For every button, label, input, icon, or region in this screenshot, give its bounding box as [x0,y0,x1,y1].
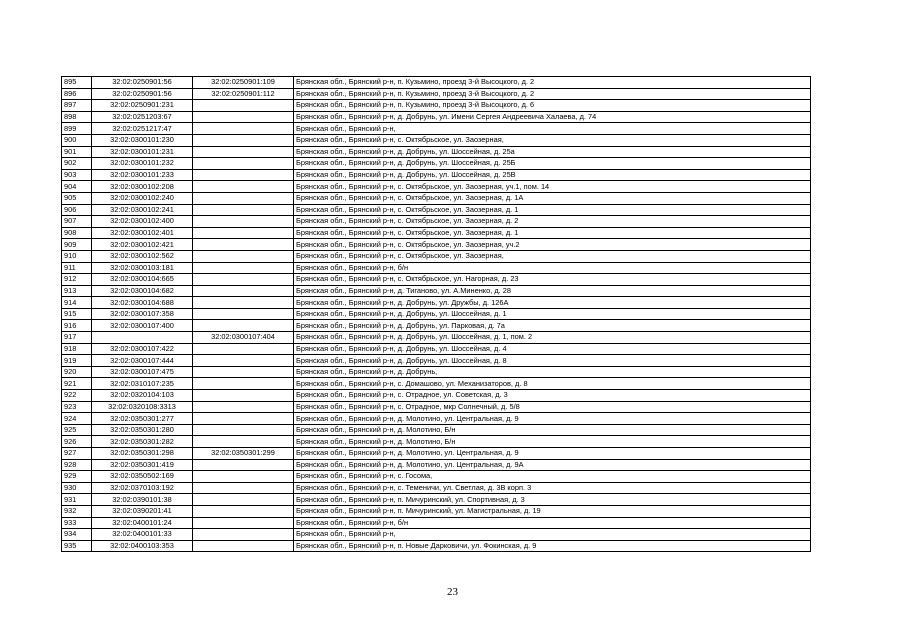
address-cell: Брянская обл., Брянский р-н, с. Октябрьское, ул. Заозерная, уч.2 [294,239,811,251]
cadastral-number-cell: 32:02:0350301:282 [92,436,193,448]
address-cell: Брянская обл., Брянский р-н, с. Октябрьское, ул. Нагорная, д. 23 [294,274,811,286]
row-number-cell: 895 [62,77,92,89]
row-number-cell: 931 [62,494,92,506]
row-number-cell: 929 [62,471,92,483]
row-number-cell: 922 [62,390,92,402]
row-number-cell: 900 [62,134,92,146]
cadastral-number-cell: 32:02:0390101:38 [92,494,193,506]
table-row [62,262,811,274]
cadastral-number-cell [92,332,193,344]
registry-table-body [62,77,811,552]
row-number-cell: 928 [62,459,92,471]
address-cell: Брянская обл., Брянский р-н, с. Октябрьское, ул. Заозерная, д. 2 [294,216,811,228]
cadastral-number-cell: 32:02:0350301:419 [92,459,193,471]
table-row [62,181,811,193]
table-row [62,517,811,529]
row-number-cell: 919 [62,355,92,367]
row-number-cell: 898 [62,111,92,123]
address-cell: Брянская обл., Брянский р-н, с. Домашово, ул. Механизаторов, д. 8 [294,378,811,390]
row-number-cell: 915 [62,308,92,320]
cadastral-number-cell: 32:02:0300107:422 [92,343,193,355]
table-row [62,274,811,286]
table-row [62,390,811,402]
cadastral-number-cell: 32:02:0300102:240 [92,192,193,204]
related-cadastral-number-cell [193,250,294,262]
address-cell: Брянская обл., Брянский р-н, д. Молотино, ул. Центральная, д. 9 [294,413,811,425]
cadastral-number-cell: 32:02:0250901:56 [92,88,193,100]
table-row [62,77,811,89]
table-row [62,88,811,100]
address-cell: Брянская обл., Брянский р-н, д. Молотино, ул. Центральная, д. 9 [294,448,811,460]
table-row [62,448,811,460]
cadastral-number-cell: 32:02:0300101:231 [92,146,193,158]
table-row [62,308,811,320]
page-number: 23 [447,586,458,598]
table-row [62,436,811,448]
row-number-cell: 901 [62,146,92,158]
related-cadastral-number-cell [193,262,294,274]
related-cadastral-number-cell [193,227,294,239]
row-number-cell: 935 [62,540,92,552]
related-cadastral-number-cell: 32:02:0350301:299 [193,448,294,460]
cadastral-number-cell: 32:02:0300101:233 [92,169,193,181]
related-cadastral-number-cell [193,123,294,135]
related-cadastral-number-cell [193,482,294,494]
table-row [62,285,811,297]
table-row [62,505,811,517]
related-cadastral-number-cell [193,285,294,297]
row-number-cell: 904 [62,181,92,193]
row-number-cell: 930 [62,482,92,494]
row-number-cell: 924 [62,413,92,425]
address-cell: Брянская обл., Брянский р-н, с. Октябрьское, ул. Заозерная, [294,250,811,262]
cadastral-number-cell: 32:02:0300103:181 [92,262,193,274]
related-cadastral-number-cell [193,401,294,413]
address-cell: Брянская обл., Брянский р-н, п. Кузьмино, проезд 3-й Высоцкого, д. 6 [294,100,811,112]
address-cell: Брянская обл., Брянский р-н, [294,123,811,135]
table-row [62,494,811,506]
cadastral-number-cell: 32:02:0350301:277 [92,413,193,425]
related-cadastral-number-cell [193,424,294,436]
address-cell: Брянская обл., Брянский р-н, д. Добрунь, ул. Шоссейная, д. 25В [294,169,811,181]
related-cadastral-number-cell [193,181,294,193]
cadastral-number-cell: 32:02:0300102:562 [92,250,193,262]
row-number-cell: 912 [62,274,92,286]
row-number-cell: 918 [62,343,92,355]
row-number-cell: 917 [62,332,92,344]
cadastral-number-cell: 32:02:0251217:47 [92,123,193,135]
address-cell: Брянская обл., Брянский р-н, д. Молотино, Б/н [294,424,811,436]
row-number-cell: 923 [62,401,92,413]
cadastral-number-cell: 32:02:0370103:192 [92,482,193,494]
row-number-cell: 906 [62,204,92,216]
row-number-cell: 925 [62,424,92,436]
table-row [62,424,811,436]
related-cadastral-number-cell [193,297,294,309]
table-row [62,123,811,135]
table-row [62,250,811,262]
related-cadastral-number-cell [193,158,294,170]
cadastral-number-cell: 32:02:0300104:682 [92,285,193,297]
row-number-cell: 896 [62,88,92,100]
address-cell: Брянская обл., Брянский р-н, с. Октябрьское, ул. Заозерная, д. 1 [294,204,811,216]
cadastral-number-cell: 32:02:0400103:353 [92,540,193,552]
related-cadastral-number-cell [193,505,294,517]
address-cell: Брянская обл., Брянский р-н, д. Добрунь, ул. Парковая, д. 7а [294,320,811,332]
cadastral-number-cell: 32:02:0320108:3313 [92,401,193,413]
address-cell: Брянская обл., Брянский р-н, д. Молотино, ул. Центральная, д. 9А [294,459,811,471]
address-cell: Брянская обл., Брянский р-н, с. Октябрьское, ул. Заозерная, д. 1 [294,227,811,239]
address-cell: Брянская обл., Брянский р-н, с. Октябрьское, ул. Заозерная, уч.1, пом. 14 [294,181,811,193]
cadastral-number-cell: 32:02:0300102:241 [92,204,193,216]
related-cadastral-number-cell [193,239,294,251]
registry-table [61,76,811,552]
table-row [62,401,811,413]
table-row [62,378,811,390]
related-cadastral-number-cell [193,355,294,367]
related-cadastral-number-cell [193,366,294,378]
row-number-cell: 932 [62,505,92,517]
address-cell: Брянская обл., Брянский р-н, д. Добрунь, ул. Шоссейная, д. 25а [294,146,811,158]
table-row [62,482,811,494]
address-cell: Брянская обл., Брянский р-н, д. Добрунь, ул. Шоссейная, д. 8 [294,355,811,367]
address-cell: Брянская обл., Брянский р-н, д. Добрунь, ул. Имени Сергея Андреевича Халаева, д. 74 [294,111,811,123]
address-cell: Брянская обл., Брянский р-н, д. Добрунь, ул. Шоссейная, д. 4 [294,343,811,355]
table-row [62,134,811,146]
table-row [62,239,811,251]
address-cell: Брянская обл., Брянский р-н, д. Тиганово, ул. А.Миненко, д. 28 [294,285,811,297]
cadastral-number-cell: 32:02:0300107:475 [92,366,193,378]
cadastral-number-cell: 32:02:0250901:56 [92,77,193,89]
address-cell: Брянская обл., Брянский р-н, с. Октябрьское, ул. Заозерная, д. 1А [294,192,811,204]
address-cell: Брянская обл., Брянский р-н, д. Добрунь, [294,366,811,378]
row-number-cell: 914 [62,297,92,309]
cadastral-number-cell: 32:02:0300107:358 [92,308,193,320]
related-cadastral-number-cell [193,216,294,228]
related-cadastral-number-cell [193,517,294,529]
cadastral-number-cell: 32:02:0300102:208 [92,181,193,193]
related-cadastral-number-cell [193,204,294,216]
address-cell: Брянская обл., Брянский р-н, [294,529,811,541]
row-number-cell: 909 [62,239,92,251]
table-row [62,297,811,309]
address-cell: Брянская обл., Брянский р-н, п. Кузьмино, проезд 3-й Высоцкого, д. 2 [294,77,811,89]
address-cell: Брянская обл., Брянский р-н, с. Госома, [294,471,811,483]
related-cadastral-number-cell [193,471,294,483]
related-cadastral-number-cell [193,436,294,448]
row-number-cell: 899 [62,123,92,135]
address-cell: Брянская обл., Брянский р-н, б/н [294,262,811,274]
address-cell: Брянская обл., Брянский р-н, п. Мичуринский, ул. Спортивная, д. 3 [294,494,811,506]
related-cadastral-number-cell [193,320,294,332]
address-cell: Брянская обл., Брянский р-н, с. Октябрьское, ул. Заозерная, [294,134,811,146]
cadastral-number-cell: 32:02:0400101:33 [92,529,193,541]
row-number-cell: 916 [62,320,92,332]
table-row [62,100,811,112]
cadastral-number-cell: 32:02:0300102:401 [92,227,193,239]
address-cell: Брянская обл., Брянский р-н, д. Молотино, Б/н [294,436,811,448]
cadastral-number-cell: 32:02:0250901:231 [92,100,193,112]
table-row [62,192,811,204]
address-cell: Брянская обл., Брянский р-н, б/н [294,517,811,529]
related-cadastral-number-cell [193,459,294,471]
related-cadastral-number-cell [193,169,294,181]
related-cadastral-number-cell [193,540,294,552]
table-row [62,332,811,344]
cadastral-number-cell: 32:02:0251203:67 [92,111,193,123]
table-row [62,158,811,170]
row-number-cell: 908 [62,227,92,239]
cadastral-number-cell: 32:02:0300101:230 [92,134,193,146]
address-cell: Брянская обл., Брянский р-н, п. Мичуринский, ул. Магистральная, д. 19 [294,505,811,517]
table-row [62,146,811,158]
row-number-cell: 921 [62,378,92,390]
table-row [62,320,811,332]
related-cadastral-number-cell [193,134,294,146]
cadastral-number-cell: 32:02:0350301:298 [92,448,193,460]
related-cadastral-number-cell [193,111,294,123]
cadastral-number-cell: 32:02:0320104:103 [92,390,193,402]
table-row [62,216,811,228]
related-cadastral-number-cell [193,494,294,506]
cadastral-number-cell: 32:02:0350502:169 [92,471,193,483]
cadastral-number-cell: 32:02:0400101:24 [92,517,193,529]
row-number-cell: 911 [62,262,92,274]
table-row [62,459,811,471]
row-number-cell: 926 [62,436,92,448]
cadastral-number-cell: 32:02:0300101:232 [92,158,193,170]
related-cadastral-number-cell [193,413,294,425]
row-number-cell: 903 [62,169,92,181]
table-row [62,529,811,541]
row-number-cell: 902 [62,158,92,170]
address-cell: Брянская обл., Брянский р-н, д. Добрунь, ул. Шоссейная, д. 25Б [294,158,811,170]
cadastral-number-cell: 32:02:0300104:665 [92,274,193,286]
address-cell: Брянская обл., Брянский р-н, д. Добрунь, ул. Дружбы, д. 126А [294,297,811,309]
row-number-cell: 905 [62,192,92,204]
cadastral-number-cell: 32:02:0390201:41 [92,505,193,517]
related-cadastral-number-cell [193,343,294,355]
table-row [62,169,811,181]
table-row [62,343,811,355]
table-row [62,471,811,483]
table-row [62,413,811,425]
related-cadastral-number-cell [193,378,294,390]
row-number-cell: 920 [62,366,92,378]
table-row [62,355,811,367]
cadastral-number-cell: 32:02:0310107:235 [92,378,193,390]
related-cadastral-number-cell: 32:02:0250901:112 [193,88,294,100]
cadastral-number-cell: 32:02:0300102:421 [92,239,193,251]
address-cell: Брянская обл., Брянский р-н, с. Отрадное, ул. Советская, д. 3 [294,390,811,402]
row-number-cell: 907 [62,216,92,228]
related-cadastral-number-cell [193,146,294,158]
cadastral-number-cell: 32:02:0300107:444 [92,355,193,367]
address-cell: Брянская обл., Брянский р-н, п. Новые Дарковичи, ул. Фокинская, д. 9 [294,540,811,552]
cadastral-number-cell: 32:02:0350301:280 [92,424,193,436]
related-cadastral-number-cell [193,274,294,286]
related-cadastral-number-cell [193,192,294,204]
address-cell: Брянская обл., Брянский р-н, п. Кузьмино, проезд 3-й Высоцкого, д. 2 [294,88,811,100]
table-row [62,111,811,123]
row-number-cell: 934 [62,529,92,541]
table-row [62,204,811,216]
related-cadastral-number-cell [193,529,294,541]
row-number-cell: 910 [62,250,92,262]
address-cell: Брянская обл., Брянский р-н, с. Отрадное, мкр Солнечный, д. 5/8 [294,401,811,413]
address-cell: Брянская обл., Брянский р-н, с. Теменичи, ул. Светлая, д. 3В корп. 3 [294,482,811,494]
related-cadastral-number-cell [193,100,294,112]
related-cadastral-number-cell [193,390,294,402]
row-number-cell: 897 [62,100,92,112]
cadastral-number-cell: 32:02:0300107:400 [92,320,193,332]
table-row [62,540,811,552]
cadastral-number-cell: 32:02:0300104:688 [92,297,193,309]
related-cadastral-number-cell: 32:02:0250901:109 [193,77,294,89]
address-cell: Брянская обл., Брянский р-н, д. Добрунь, ул. Шоссейная, д. 1 [294,308,811,320]
related-cadastral-number-cell: 32:02:0300107:404 [193,332,294,344]
cadastral-number-cell: 32:02:0300102:400 [92,216,193,228]
address-cell: Брянская обл., Брянский р-н, д. Добрунь, ул. Шоссейная, д. 1, пом. 2 [294,332,811,344]
row-number-cell: 913 [62,285,92,297]
table-row [62,366,811,378]
row-number-cell: 927 [62,448,92,460]
table-row [62,227,811,239]
row-number-cell: 933 [62,517,92,529]
related-cadastral-number-cell [193,308,294,320]
